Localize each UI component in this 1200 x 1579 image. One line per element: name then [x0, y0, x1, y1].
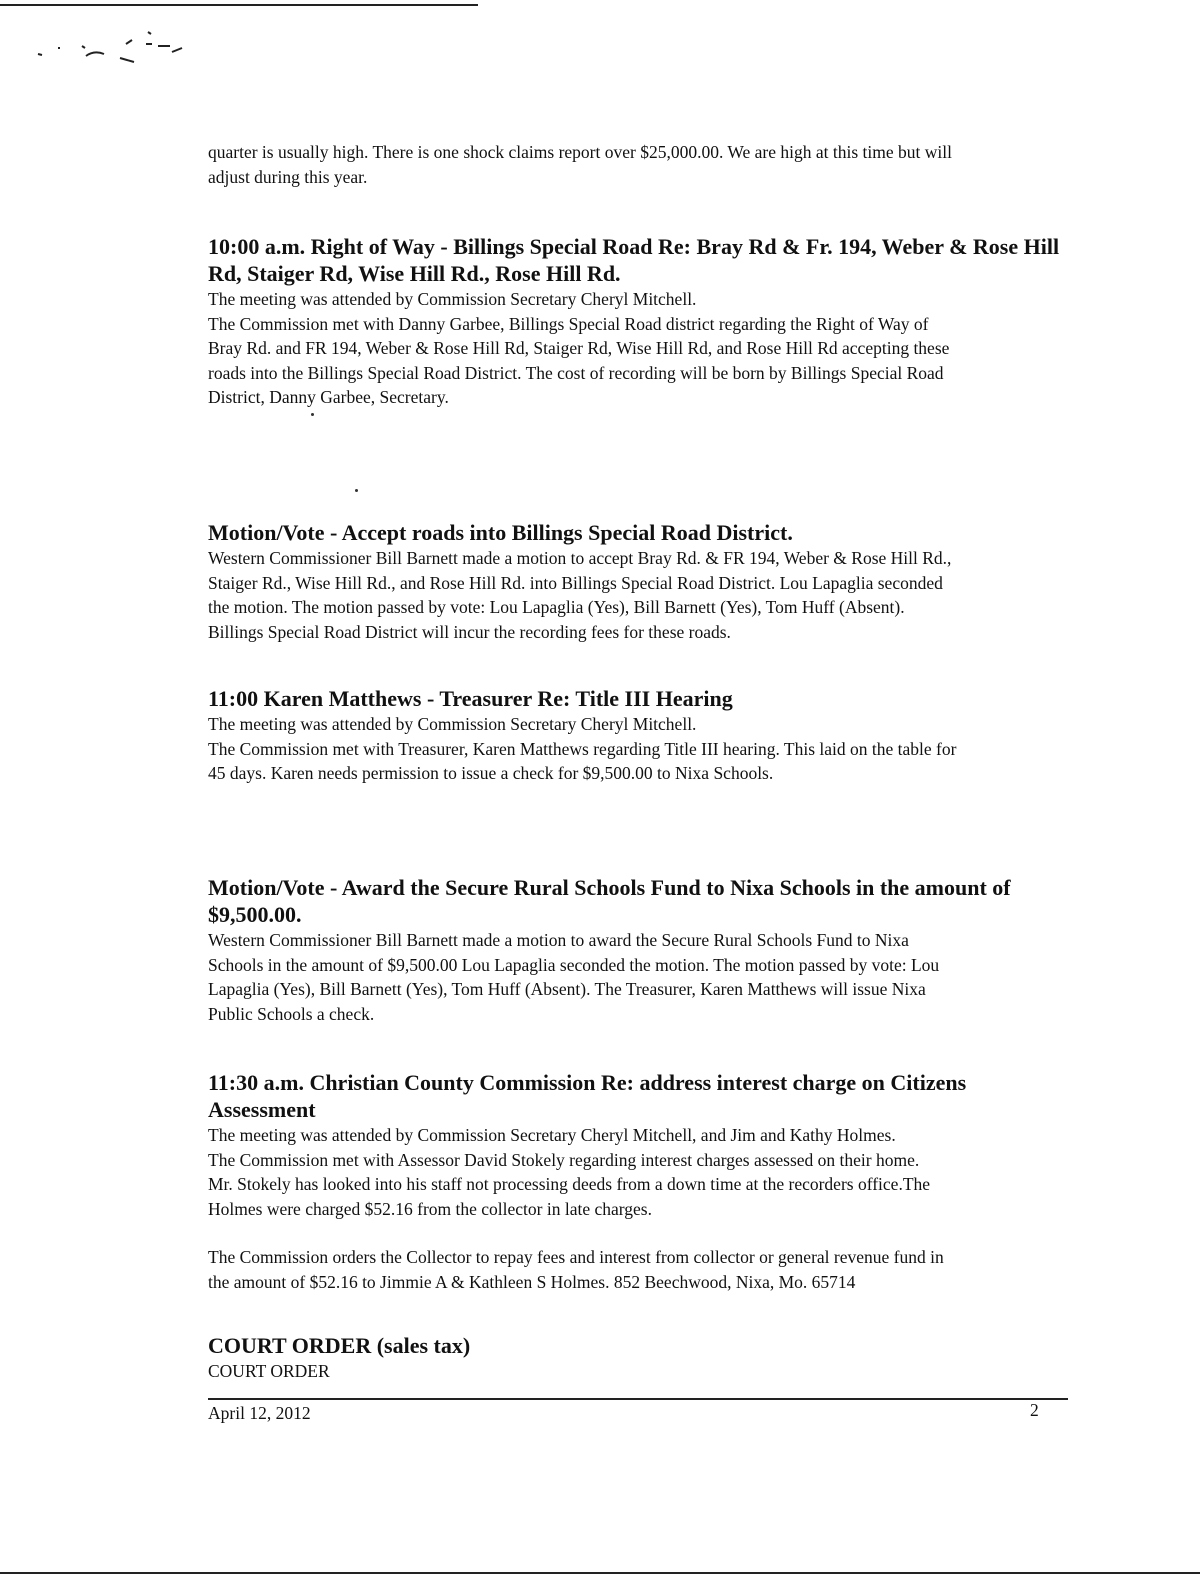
section-right-of-way: [208, 233, 1068, 410]
footer-rule: [208, 1398, 1068, 1400]
section-title-iii-hearing: [208, 685, 1068, 786]
section-heading: 11:00 Karen Matthews - Treasurer Re: Title III Hearing: [208, 686, 733, 711]
intro-paragraph: quarter is usually high. There is one shock claims report over $25,000.00. We are high at this time but will adjust during this year.: [208, 142, 952, 187]
page-number: 2: [1030, 1400, 1039, 1420]
section-court-order: [208, 1332, 1068, 1384]
section-body: The meeting was attended by Commission Secretary Cheryl Mitchell, and Jim and Kathy Holmes. The Commission met with Assessor David Stokely regarding interest charges assessed on their home. Mr. Stokely has looked into his staff not processing deeds from a down time at the recorders office.The Holmes were charged $52.16 from the collector in late charges.: [208, 1125, 931, 1219]
bottom-rule: [0, 1572, 1200, 1574]
scan-dot: [355, 489, 358, 492]
section-interest-charge: [208, 1069, 1068, 1294]
section-heading: 11:30 a.m. Christian County Commission Re: address interest charge on Citizens Assessment: [208, 1070, 967, 1122]
intro-block: [208, 140, 1068, 189]
section-heading: Motion/Vote - Accept roads into Billings Special Road District.: [208, 520, 793, 545]
section-body: Western Commissioner Bill Barnett made a motion to award the Secure Rural Schools Fund to Nixa Schools in the amount of $9,500.00 Lou Lapaglia seconded the motion. The motion passed by vote: Lou Lapaglia (Yes), Bill Barnett (Yes), Tom Huff (Absent). The Treasurer, Karen Matthews will issue Nixa Public Schools a check.: [208, 930, 940, 1024]
section-body: Western Commissioner Bill Barnett made a motion to accept Bray Rd. & FR 194, Weber & Rose Hill Rd., Staiger Rd., Wise Hill Rd., and Rose Hill Rd. into Billings Special Road District. Lou Lapaglia seconded the motion. The motion passed by vote: Lou Lapaglia (Yes), Bill Barnett (Yes), Tom Huff (Absent). Billings Special Road District will incur the recording fees for these roads.: [208, 548, 952, 642]
section-heading: Motion/Vote - Award the Secure Rural Schools Fund to Nixa Schools in the amount of $9,500.00.: [208, 875, 1011, 927]
footer-date: April 12, 2012: [208, 1403, 311, 1423]
section-body: COURT ORDER: [208, 1361, 330, 1381]
section-motion-award-fund: [208, 874, 1068, 1026]
section-heading: COURT ORDER (sales tax): [208, 1333, 471, 1358]
scan-artifact-marks: [30, 22, 210, 82]
section-body: The meeting was attended by Commission Secretary Cheryl Mitchell. The Commission met with Treasurer, Karen Matthews regarding Title III hearing. This laid on the table for 45 days. Karen needs permission to issue a check for $9,500.00 to Nixa Schools.: [208, 714, 957, 783]
scan-dot: [311, 413, 314, 416]
top-rule: [0, 4, 478, 6]
section-heading: 10:00 a.m. Right of Way - Billings Special Road Re: Bray Rd & Fr. 194, Weber & Rose Hill Rd, Staiger Rd, Wise Hill Rd., Rose Hill Rd.: [208, 234, 1060, 286]
section-motion-accept-roads: [208, 519, 1068, 644]
order-paragraph: The Commission orders the Collector to repay fees and interest from collector or general revenue fund in the amount of $52.16 to Jimmie A & Kathleen S Holmes. 852 Beechwood, Nixa, Mo. 65714: [208, 1247, 944, 1292]
section-body: The meeting was attended by Commission Secretary Cheryl Mitchell. The Commission met with Danny Garbee, Billings Special Road district regarding the Right of Way of Bray Rd. and FR 194, Weber & Rose Hill Rd, Staiger Rd, Wise Hill Rd, and Rose Hill Rd accepting these roads into the Billings Special Road District. The cost of recording will be born by Billings Special Road District, Danny Garbee, Secretary.: [208, 289, 950, 407]
